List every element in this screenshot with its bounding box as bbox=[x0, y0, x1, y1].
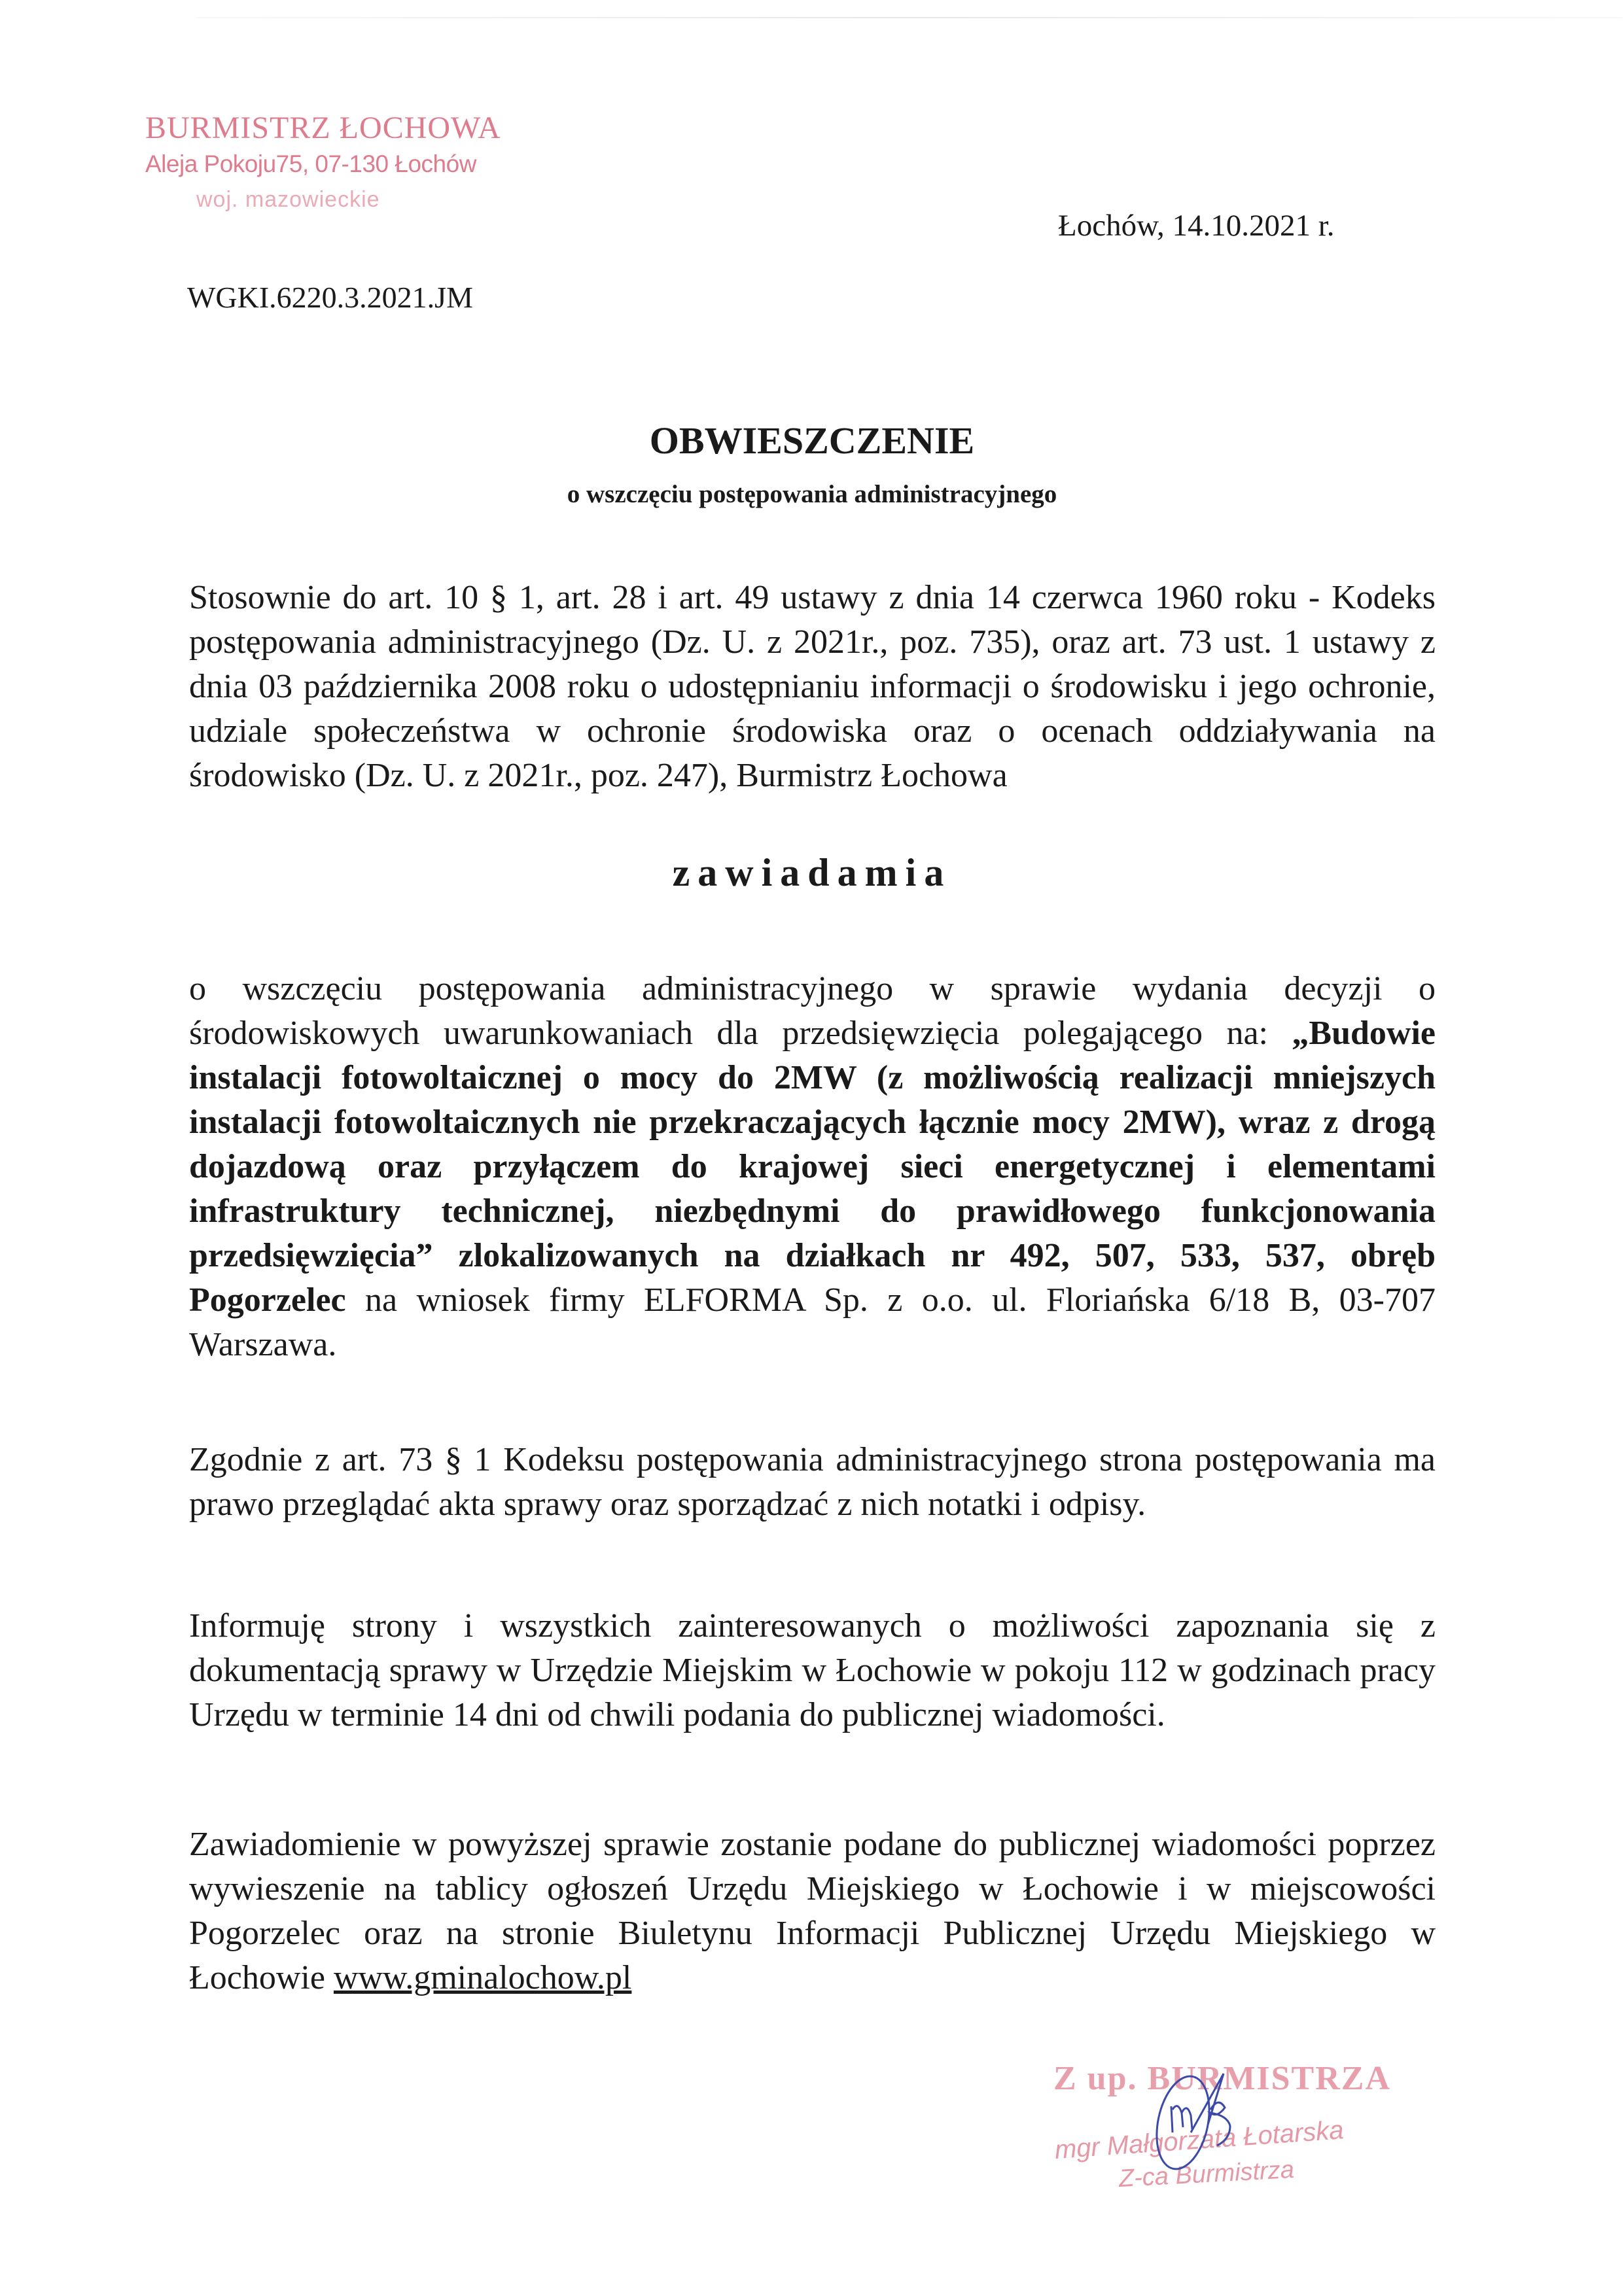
announcement-word: zawiadamia bbox=[672, 851, 952, 894]
handwritten-signature-icon bbox=[1145, 2047, 1263, 2178]
info-paragraph: Informuję strony i wszystkich zainteresowanych o możliwości zapoznania się z dokumentacją sprawy w Urzędzie Miejskim w Łochowie w pokoju 112 w godzinach pracy Urzędu w terminie 14 dni od chwili podania do publicznej wiadomości. bbox=[189, 1607, 1436, 1733]
publication-text: Zawiadomienie w powyższej sprawie zostanie podane do publicznej wiadomości poprzez wywieszenie na tablicy ogłoszeń Urzędu Miejskiego w Łochowie i w miejscowości Pogorzelec oraz na stronie Biuletynu Informacji Publicznej Urzędu Miejskiego w Łochowie bbox=[189, 1826, 1436, 1996]
decision-paragraph bbox=[189, 967, 1436, 1367]
signatory-role: Z-ca Burmistrza bbox=[1118, 2155, 1295, 2193]
stamp-office-name: BURMISTRZ ŁOCHOWA bbox=[145, 111, 501, 145]
document-subtitle: o wszczęciu postępowania administracyjnego bbox=[567, 480, 1057, 508]
document-date: Łochów, 14.10.2021 r. bbox=[1058, 209, 1335, 243]
signature-stamp bbox=[1040, 2034, 1407, 2191]
decision-lead: o wszczęciu postępowania administracyjnego w sprawie wydania decyzji o środowiskowych uwarunkowaniach dla przedsięwzięcia polegającego na: bbox=[189, 970, 1436, 1052]
signature-authority: Z up. BURMISTRZA bbox=[1053, 2060, 1392, 2097]
signatory-name: mgr Małgorzata Łotarska bbox=[1053, 2115, 1345, 2165]
legal-basis-paragraph: Stosownie do art. 10 § 1, art. 28 i art. 49 ustawy z dnia 14 czerwca 1960 roku - Kodeks postępowania administracyjnego (Dz. U. z 2021r., poz. 735), oraz art. 73 ust. 1 ustawy z dnia 03 października 2008 roku o udostępnianiu informacji o środowisku i jego ochronie, udziale społeczeństwa w ochronie środowiska oraz o ocenach oddziaływania na środowisko (Dz. U. z 2021r., poz. 247), Burmistrz Łochowa bbox=[189, 579, 1436, 794]
reference-number: WGKI.6220.3.2021.JM bbox=[187, 281, 473, 314]
stamp-address: Aleja Pokoju75, 07-130 Łochów bbox=[145, 150, 476, 177]
stamp-region: woj. mazowieckie bbox=[196, 187, 380, 212]
applicant-info: na wniosek firmy ELFORMA Sp. z o.o. ul. Floriańska 6/18 B, 03-707 Warszawa. bbox=[189, 1281, 1436, 1363]
document-title: OBWIESZCZENIE bbox=[649, 419, 975, 462]
project-description: „Budowie instalacji fotowoltaicznej o mocy do 2MW (z możliwością realizacji mniejszych instalacji fotowoltaicznych nie przekraczających łącznie mocy 2MW), wraz z drogą dojazdową oraz przyłączem do krajowej sieci energetycznej i elementami infrastruktury technicznej, niezbędnymi do prawidłowego funkcjonowania przedsięwzięcia” zlokalizowanych na działkach nr 492, 507, 533, 537, obręb Pogorzelec bbox=[189, 1015, 1436, 1319]
rights-paragraph: Zgodnie z art. 73 § 1 Kodeksu postępowania administracyjnego strona postępowania ma prawo przeglądać akta sprawy oraz sporządzać z nich notatki i odpisy. bbox=[189, 1441, 1436, 1523]
website-link[interactable]: www.gminalochow.pl bbox=[333, 1959, 632, 1996]
publication-paragraph bbox=[189, 1822, 1436, 2000]
scan-edge-line bbox=[196, 17, 1623, 18]
